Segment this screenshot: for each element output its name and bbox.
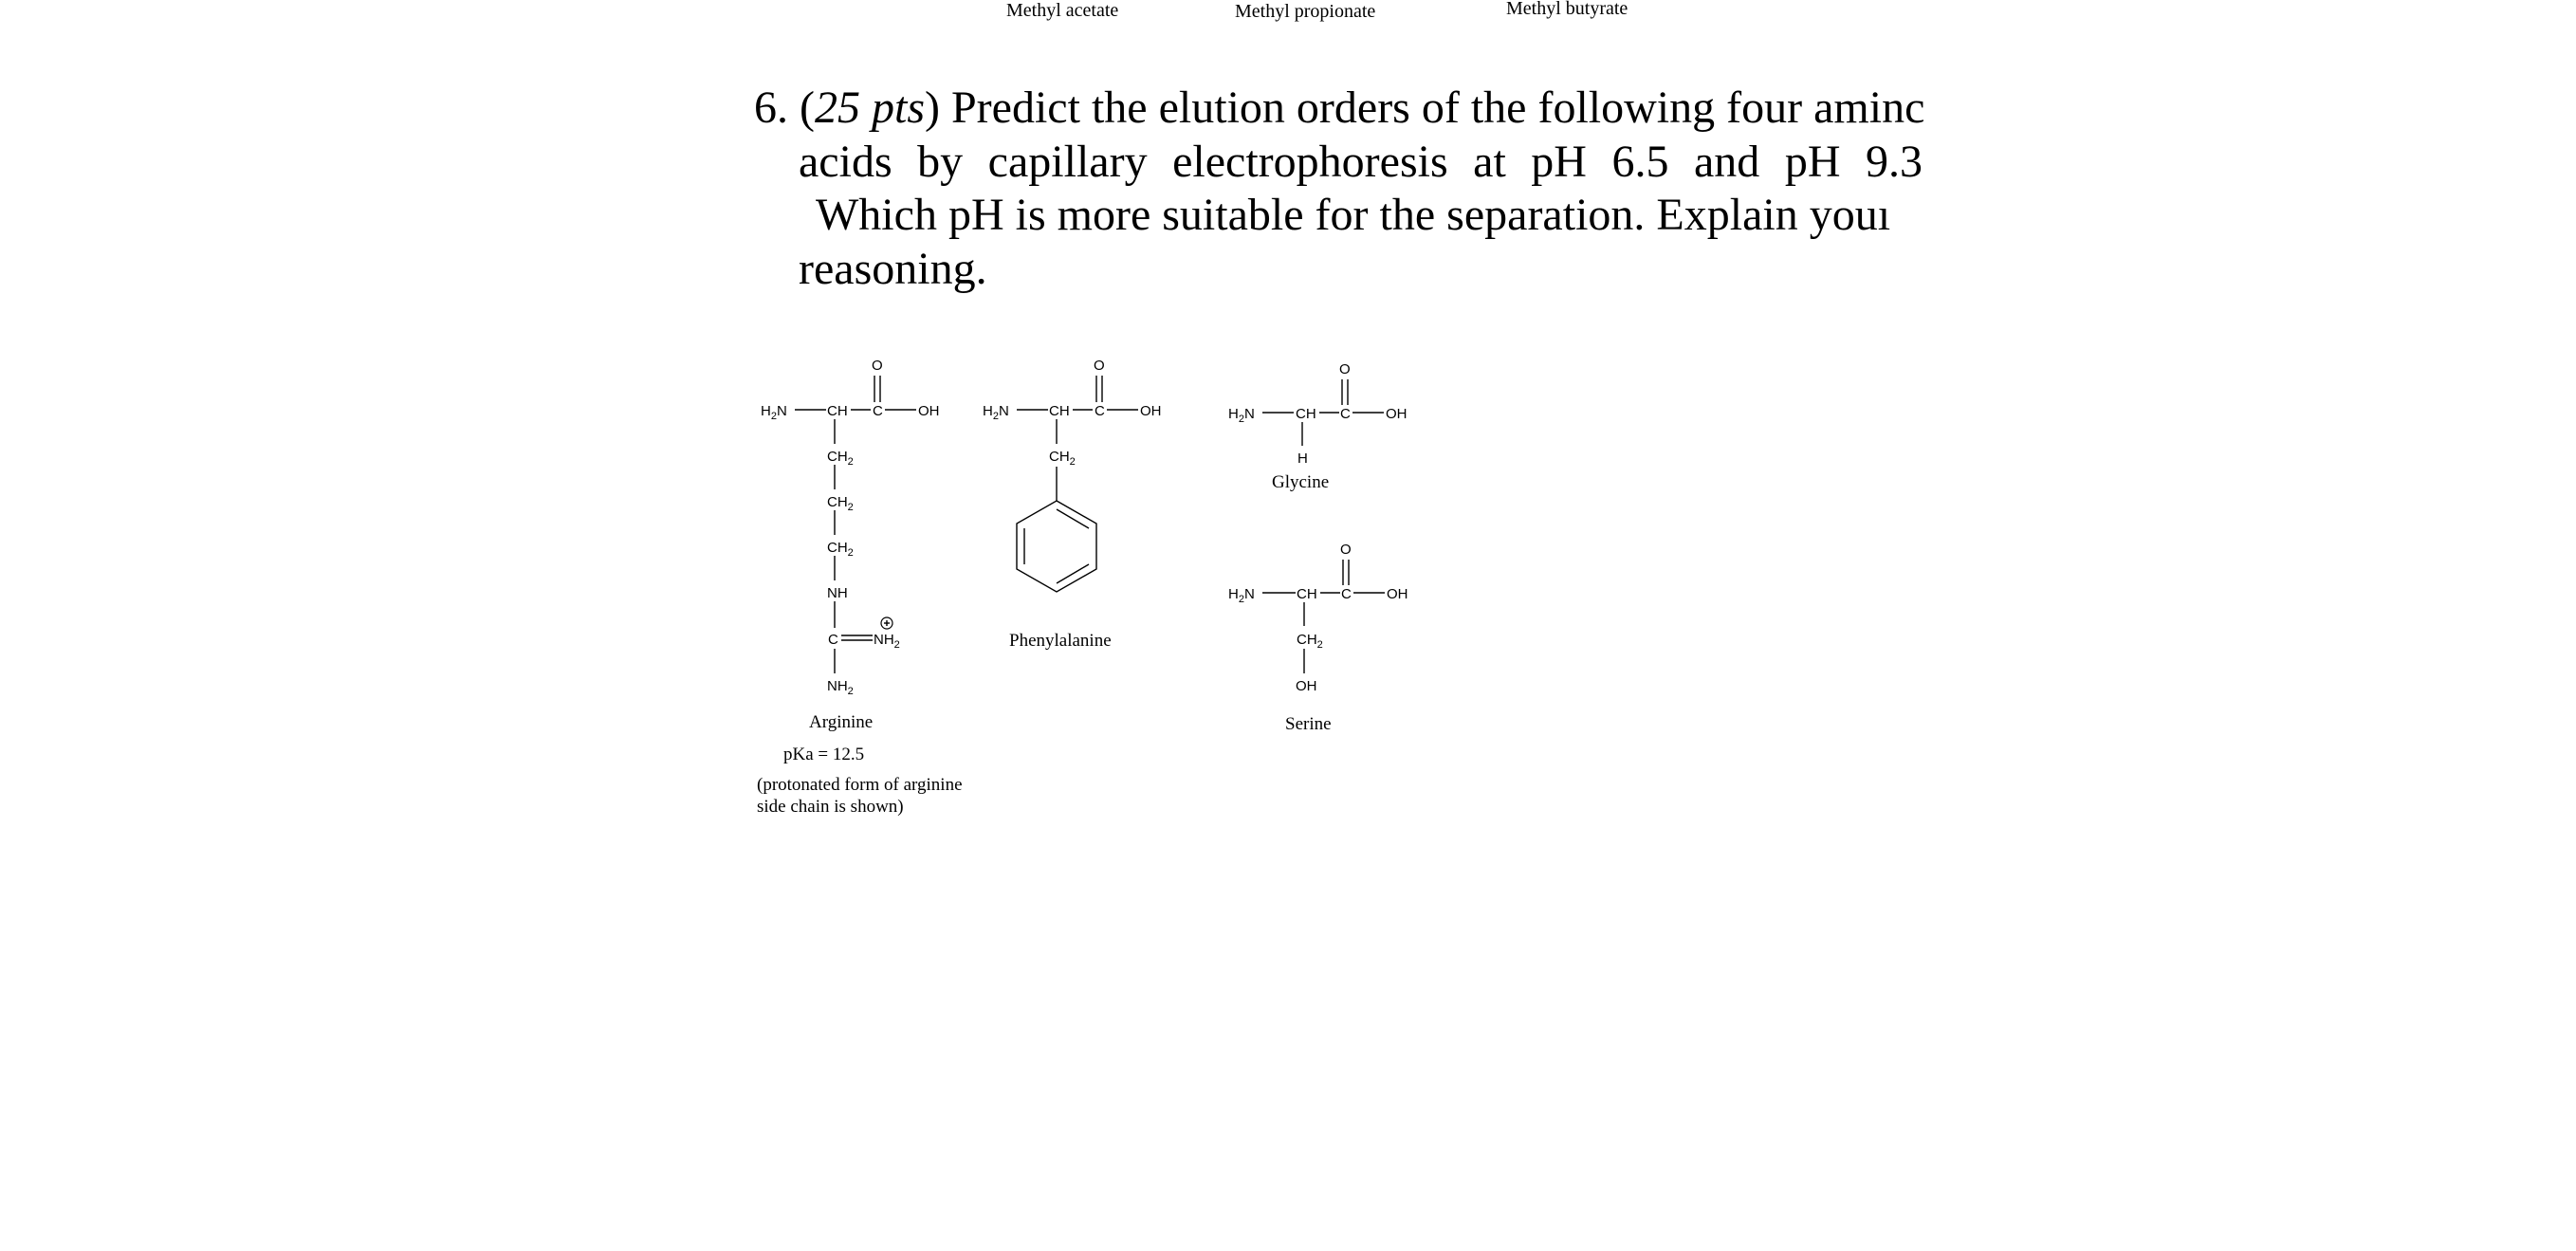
arginine-structure — [761, 358, 940, 697]
svg-text:OH: OH — [1387, 586, 1408, 602]
benzene-ring — [1017, 501, 1096, 592]
svg-text:H2N: $H_2N$ — [1228, 406, 1255, 425]
svg-text:C: C — [873, 403, 883, 419]
svg-text:CH: CH — [1049, 403, 1070, 419]
svg-text:O: O — [1094, 358, 1105, 374]
svg-text:C: C — [1340, 406, 1351, 422]
svg-text:CH: CH — [1296, 406, 1316, 422]
svg-text:C: C — [828, 632, 838, 648]
svg-text:NH2: $NH_2$ — [827, 678, 854, 697]
svg-text:OH: OH — [1386, 406, 1408, 422]
label-methyl-butyrate: Methyl butyrate — [1506, 0, 1628, 19]
svg-text:H2N: $H_2N$ — [1228, 586, 1255, 605]
svg-text:CH2: $CH_2$ — [827, 494, 854, 513]
serine-structure — [1228, 542, 1408, 694]
question-points: 25 pts — [814, 83, 925, 133]
svg-text:C: C — [1095, 403, 1105, 419]
svg-text:CH2: $CH_2$ — [827, 449, 854, 468]
svg-text:H: H — [1297, 451, 1308, 467]
svg-text:CH2: $CH_2$ — [1297, 632, 1323, 651]
glycine-structure — [1228, 361, 1408, 467]
arginine-pka: pKa = 12.5 — [783, 745, 865, 764]
phenylalanine-name: Phenylalanine — [1009, 631, 1112, 651]
svg-text:H2N: $H_2N$ — [983, 403, 1009, 422]
arginine-note-line-2: side chain is shown) — [757, 797, 904, 817]
phenylalanine-structure — [983, 358, 1162, 592]
question-line-3: Which pH is more suitable for the separation. Explain youı — [816, 190, 1891, 240]
arg-h2n-label: $H_2N$ — [761, 403, 787, 422]
svg-text:NH: NH — [827, 585, 848, 601]
svg-text:CH: CH — [827, 403, 848, 419]
svg-text:C: C — [1341, 586, 1352, 602]
svg-text:OH: OH — [918, 403, 940, 419]
arginine-note-line-1: (protonated form of arginine — [757, 775, 963, 795]
arginine-name: Arginine — [809, 712, 874, 732]
label-methyl-acetate: Methyl acetate — [1006, 0, 1119, 21]
serine-name: Serine — [1285, 714, 1332, 734]
question-line-1: 6. (25 pts) Predict the elution orders of the following four aminc — [754, 83, 1925, 133]
question-line-4: reasoning. — [799, 244, 987, 294]
svg-text:NH2: $NH_2$ — [874, 632, 900, 651]
question-number: 6. — [754, 83, 788, 133]
svg-text:CH: CH — [1297, 586, 1317, 602]
svg-text:O: O — [872, 358, 883, 374]
label-methyl-propionate: Methyl propionate — [1235, 1, 1376, 22]
glycine-name: Glycine — [1272, 472, 1330, 492]
svg-text:OH: OH — [1140, 403, 1162, 419]
svg-text:O: O — [1339, 361, 1351, 377]
svg-text:O: O — [1340, 542, 1352, 558]
question-line-2: acids by capillary electrophoresis at pH 6.5 and pH 9.3 — [799, 137, 1923, 187]
svg-text:CH2: $CH_2$ — [1049, 449, 1076, 468]
svg-text:CH2: $CH_2$ — [827, 540, 854, 559]
svg-text:OH: OH — [1296, 678, 1317, 694]
